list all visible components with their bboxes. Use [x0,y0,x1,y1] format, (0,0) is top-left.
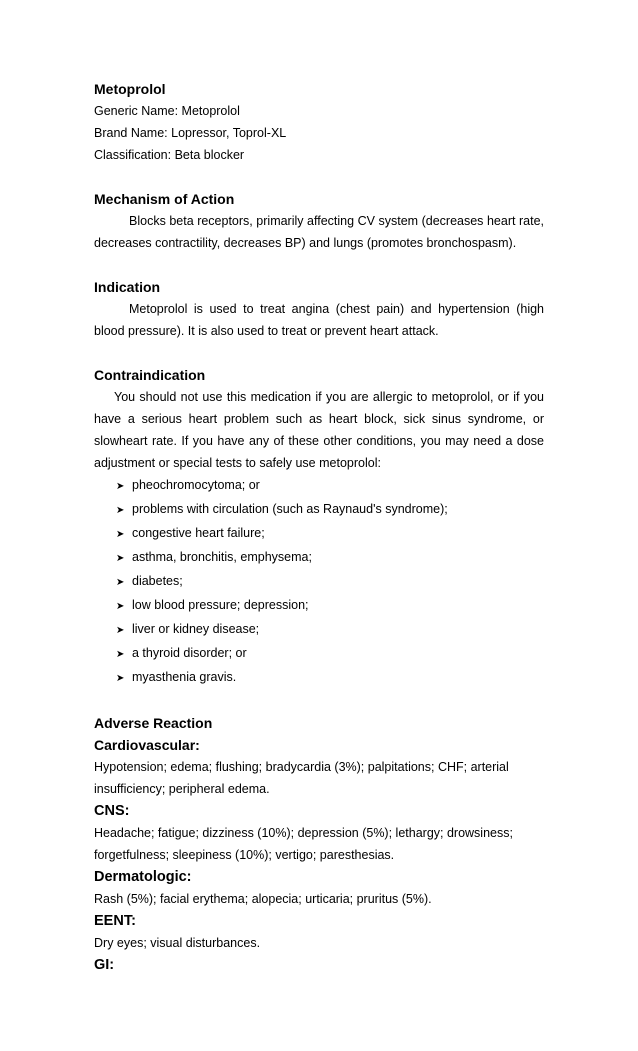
list-item [116,498,544,522]
spacer [94,166,544,188]
list-item [116,666,544,690]
spacer [94,342,544,364]
cardiovascular-text-line: insufficiency; peripheral edema. [94,782,270,796]
list-item-text: diabetes; [132,574,183,588]
spacer [94,690,544,712]
dermatologic-heading: Dermatologic: [94,869,192,885]
drug-title: Metoprolol [94,81,166,97]
list-item [116,546,544,570]
document-page [94,78,544,976]
eent-text-line: Dry eyes; visual disturbances. [94,936,261,950]
list-item-text: pheochromocytoma; or [132,478,260,492]
list-item-text: asthma, bronchitis, emphysema; [132,550,312,564]
list-item [116,522,544,546]
arrow-bullet-icon: ➤ [116,649,125,660]
cns-text-line: forgetfulness; sleepiness (10%); vertigo; paresthesias. [94,848,395,862]
cns-heading: CNS: [94,803,130,819]
list-item-text: a thyroid disorder; or [132,646,247,660]
eent-heading: EENT: [94,913,136,929]
brand-name: Brand Name: Lopressor, Toprol-XL [94,126,287,140]
list-item [116,570,544,594]
adverse-heading: Adverse Reaction [94,715,213,731]
cardiovascular-heading: Cardiovascular: [94,737,200,753]
arrow-bullet-icon: ➤ [116,625,125,636]
dermatologic-text-line: Rash (5%); facial erythema; alopecia; urticaria; pruritus (5%). [94,892,432,906]
indication-text: Metoprolol is used to treat angina (chest pain) and hypertension (high blood pressure). It is also used to treat or prevent heart attack. [94,302,544,338]
arrow-bullet-icon: ➤ [116,481,125,492]
list-item-text: myasthenia gravis. [132,670,237,684]
mechanism-text: Blocks beta receptors, primarily affecting CV system (decreases heart rate, decreases contractility, decreases BP) and lungs (promotes bronchospasm). [94,214,544,250]
list-item-text: low blood pressure; depression; [132,598,309,612]
list-item-text: problems with circulation (such as Raynaud's syndrome); [132,502,448,516]
list-item-text: congestive heart failure; [132,526,265,540]
arrow-bullet-icon: ➤ [116,577,125,588]
arrow-bullet-icon: ➤ [116,601,125,612]
arrow-bullet-icon: ➤ [116,505,125,516]
contraindication-list [94,474,544,690]
cns-text-line: Headache; fatigue; dizziness (10%); depression (5%); lethargy; drowsiness; [94,826,513,840]
indication-heading: Indication [94,279,161,295]
spacer [94,254,544,276]
list-item [116,618,544,642]
list-item [116,474,544,498]
list-item-text: liver or kidney disease; [132,622,260,636]
contraindication-text: You should not use this medication if you are allergic to metoprolol, or if you have a serious heart problem such as heart block, sick sinus syndrome, or slowheart rate. If you have any of these other conditions, you may need a dose adjustment or special tests to safely use metoprolol: [94,390,544,470]
arrow-bullet-icon: ➤ [116,553,125,564]
arrow-bullet-icon: ➤ [116,673,125,684]
generic-name: Generic Name: Metoprolol [94,104,240,118]
list-item [116,594,544,618]
arrow-bullet-icon: ➤ [116,529,125,540]
gi-heading: GI: [94,957,115,973]
cardiovascular-text-line: Hypotension; edema; flushing; bradycardia (3%); palpitations; CHF; arterial [94,760,509,774]
list-item [116,642,544,666]
mechanism-heading: Mechanism of Action [94,191,235,207]
contraindication-heading: Contraindication [94,367,206,383]
classification: Classification: Beta blocker [94,148,245,162]
